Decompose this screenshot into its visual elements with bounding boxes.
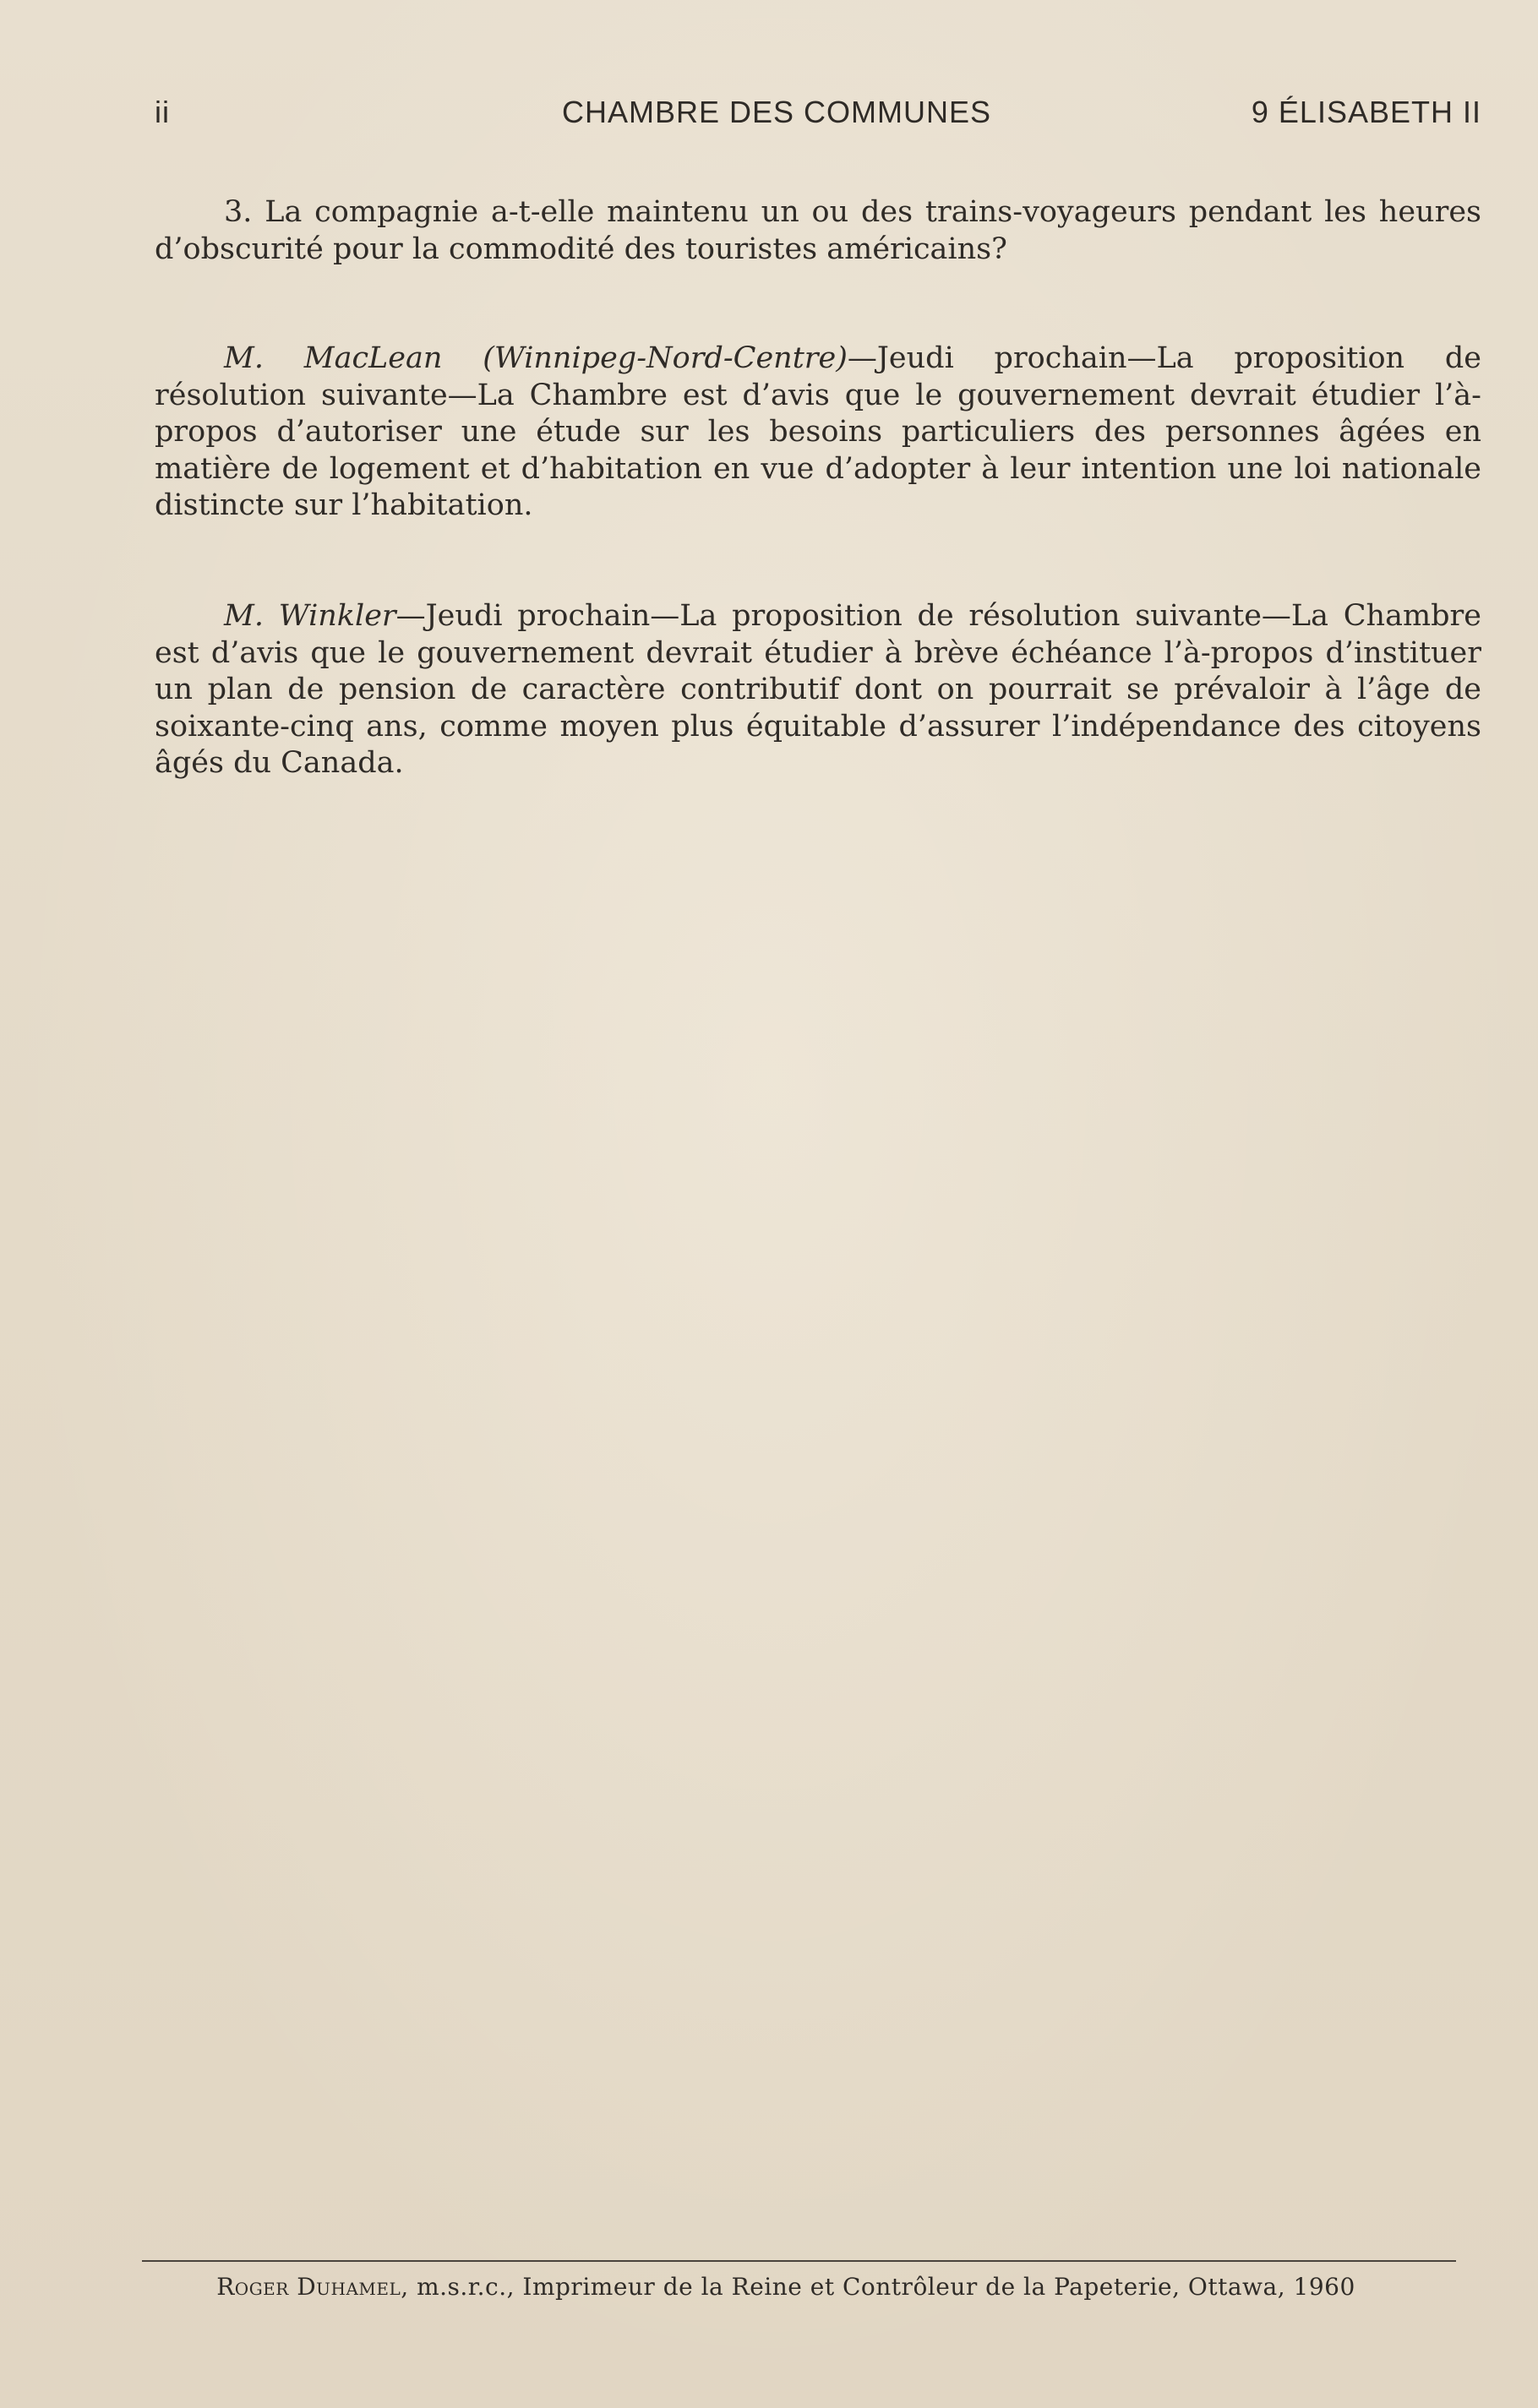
question-3-text: 3. La compagnie a-t-elle maintenu un ou des trains-voyageurs pendant les heures d’obscurité pour la commodité des touristes américains? — [155, 195, 1481, 266]
question-3-paragraph — [155, 194, 1481, 268]
notice-maclean-riding: (Winnipeg-Nord-Centre) — [483, 341, 848, 375]
notice-maclean-body: —Jeudi prochain—La proposition de résolution suivante—La Chambre est d’avis que le gouvernement devrait étudier l’à-propos d’autoriser une étude sur les besoins particuliers des personnes âgées en matière de logement et d’habitation en vue d’adopter à leur intention une loi nationale distincte sur l’habitation. — [155, 341, 1481, 522]
printer-name: Roger Duhamel — [216, 2273, 401, 2301]
running-header — [155, 95, 1481, 137]
notice-maclean-paragraph — [155, 340, 1481, 525]
printer-details: , m.s.r.c., Imprimeur de la Reine et Contrôleur de la Papeterie, Ottawa, 1960 — [401, 2273, 1355, 2301]
notice-winkler-member: M. Winkler — [224, 599, 396, 633]
notice-winkler-paragraph — [155, 598, 1481, 782]
printer-imprint — [144, 2273, 1428, 2301]
notice-maclean-member: M. MacLean — [224, 341, 443, 375]
notice-winkler-body: —Jeudi prochain—La proposition de résolution suivante—La Chambre est d’avis que le gouvernement devrait étudier à brève échéance l’à-propos d’instituer un plan de pension de caractère contributif dont on pourrait se prévaloir à l’âge de soixante-cinq ans, comme moyen plus équitable d’assurer l’indépendance des citoyens âgés du Canada. — [155, 599, 1481, 780]
regnal-year: 9 ÉLISABETH II — [1251, 95, 1481, 129]
journal-title: CHAMBRE DES COMMUNES — [562, 95, 992, 129]
page-number: ii — [155, 95, 170, 129]
footer-rule — [142, 2260, 1456, 2262]
